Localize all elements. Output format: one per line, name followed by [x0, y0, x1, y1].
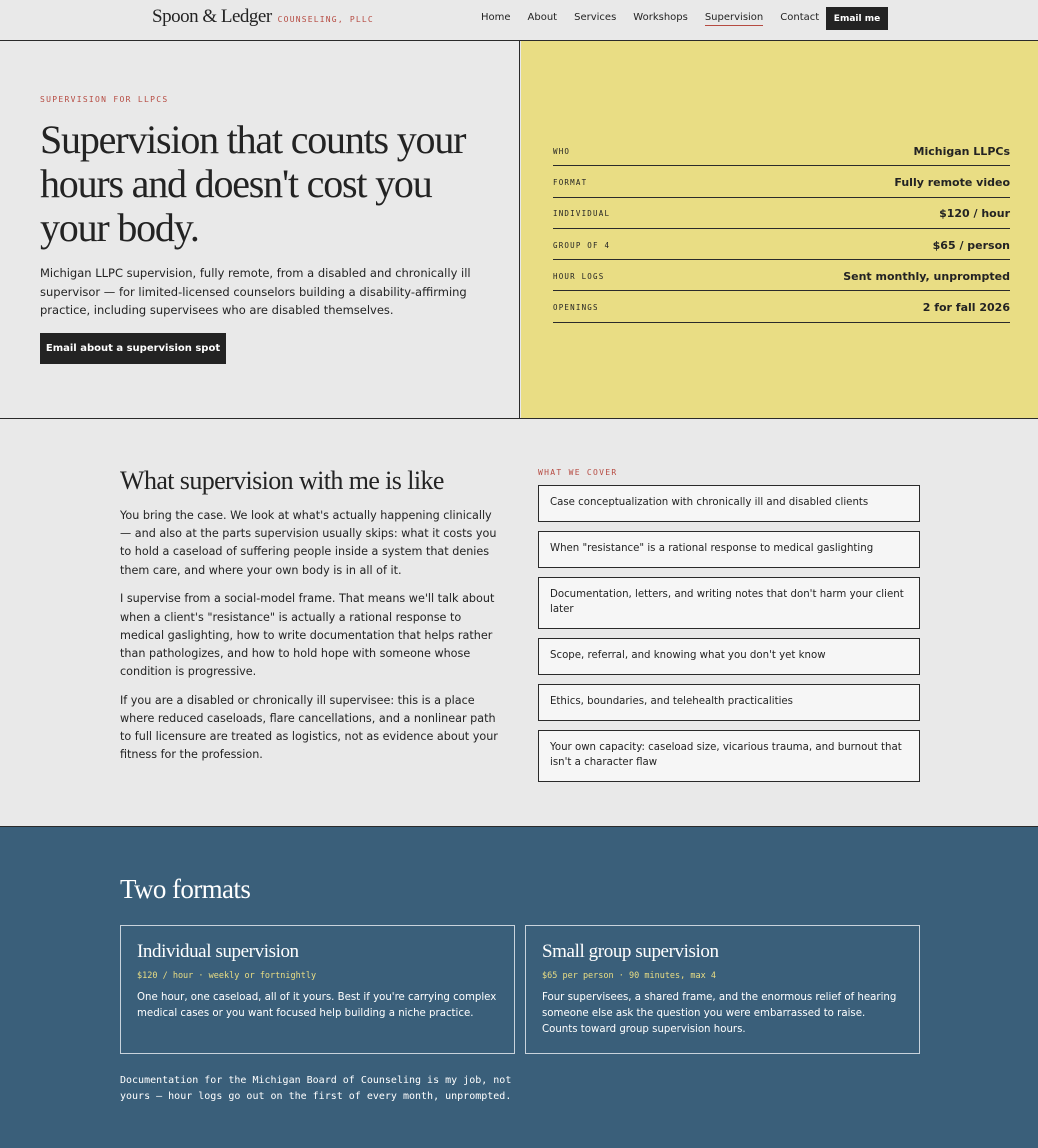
list-item: Documentation, letters, and writing notes that don't harm your client later: [538, 577, 920, 629]
documentation-note: Documentation for the Michigan Board of Counseling is my job, not yours — hour logs go out on the first of every month, unprompted.: [120, 1075, 512, 1102]
facts-list: [553, 135, 1010, 323]
card-title: Individual supervision: [137, 941, 299, 962]
body-paragraph: If you are a disabled or chronically ill supervisee: this is a place where reduced caseloads, flare cancellations, and a nonlinear path to full licensure are treated as logistics, not as evidence about your fitness for the profession.: [120, 693, 498, 762]
fact-label: HOUR LOGS: [553, 271, 605, 281]
page-title: Supervision that counts your hours and doesn't cost you your body.: [40, 117, 466, 250]
nav-about[interactable]: About: [527, 12, 558, 23]
fact-label: FORMAT: [553, 177, 588, 187]
email-me-button[interactable]: Email me: [826, 7, 888, 30]
fact-label: GROUP OF 4: [553, 240, 611, 250]
fact-row: [553, 198, 1010, 229]
card-text: One hour, one caseload, all of it yours. Best if you're carrying complex medical cases or you want focused help building a niche practice.: [137, 992, 497, 1019]
supervision-spot-button[interactable]: Email about a supervision spot: [40, 333, 226, 364]
fact-row: [553, 229, 1010, 260]
site-header: [0, 0, 1038, 41]
logo-name: Spoon & Ledger: [152, 6, 272, 27]
fact-label: INDIVIDUAL: [553, 209, 611, 219]
cover-eyebrow: WHAT WE COVER: [538, 468, 618, 477]
fact-row: [553, 291, 1010, 322]
fact-value: $120 / hour: [939, 207, 1010, 221]
logo-subtitle: COUNSELING, PLLC: [277, 15, 374, 24]
card-meta: $120 / hour · weekly or fortnightly: [137, 971, 317, 981]
fact-value: $65 / person: [932, 238, 1010, 252]
format-card-individual: [120, 925, 515, 1054]
fact-value: Fully remote video: [894, 175, 1010, 189]
hero-description: Michigan LLPC supervision, fully remote, from a disabled and chronically ill supervisor — for limited-licensed counselors building a disability-affirming practice, including supervisees who are disabled themselves.: [40, 266, 471, 317]
fact-row: [553, 135, 1010, 166]
fact-value: 2 for fall 2026: [922, 301, 1010, 315]
nav-supervision[interactable]: Supervision: [705, 12, 763, 26]
hero-eyebrow: SUPERVISION FOR LLPCS: [40, 95, 169, 104]
nav-services[interactable]: Services: [574, 12, 617, 23]
list-item: Scope, referral, and knowing what you don't yet know: [538, 638, 920, 675]
card-meta: $65 per person · 90 minutes, max 4: [542, 971, 716, 981]
fact-label: OPENINGS: [553, 303, 599, 313]
list-item: Case conceptualization with chronically ill and disabled clients: [538, 485, 920, 522]
fact-row: [553, 166, 1010, 197]
section-title: What supervision with me is like: [120, 466, 444, 495]
logo[interactable]: [152, 6, 374, 28]
card-title: Small group supervision: [542, 941, 719, 962]
nav-home[interactable]: Home: [481, 12, 511, 23]
fact-value: Michigan LLPCs: [913, 144, 1010, 158]
list-item: Ethics, boundaries, and telehealth practicalities: [538, 684, 920, 721]
fact-label: WHO: [553, 146, 571, 156]
hero-intro: [0, 41, 520, 418]
body-paragraph: You bring the case. We look at what's actually happening clinically — and also at the parts supervision usually skips: what it costs you to hold a caseload of suffering people inside a system that denies them care, and where your own body is in all of it.: [120, 509, 497, 577]
main-nav: [481, 12, 819, 26]
hero-section: [0, 41, 1038, 419]
fact-row: [553, 260, 1010, 291]
list-item: When "resistance" is a rational response to medical gaslighting: [538, 531, 920, 568]
section-title: Two formats: [120, 874, 251, 904]
fact-value: Sent monthly, unprompted: [843, 269, 1010, 283]
what-supervision-section: [0, 419, 1038, 827]
facts-panel: [521, 41, 1038, 418]
nav-workshops[interactable]: Workshops: [633, 12, 688, 23]
body-paragraph: I supervise from a social-model frame. That means we'll talk about when a client's "resistance" is actually a rational response to medical gaslighting, how to write documentation that helps rather than pathologizes, and how to hold hope with someone whose condition is progressive.: [120, 592, 495, 679]
cover-list: [538, 485, 920, 791]
nav-contact[interactable]: Contact: [780, 12, 820, 23]
formats-section: [0, 827, 1038, 1148]
list-item: Your own capacity: caseload size, vicarious trauma, and burnout that isn't a character flaw: [538, 730, 920, 782]
format-card-group: [525, 925, 920, 1054]
section-body: [120, 507, 500, 775]
card-text: Four supervisees, a shared frame, and the enormous relief of hearing someone else ask the question you were embarrassed to raise. Counts toward group supervision hours.: [542, 992, 897, 1035]
